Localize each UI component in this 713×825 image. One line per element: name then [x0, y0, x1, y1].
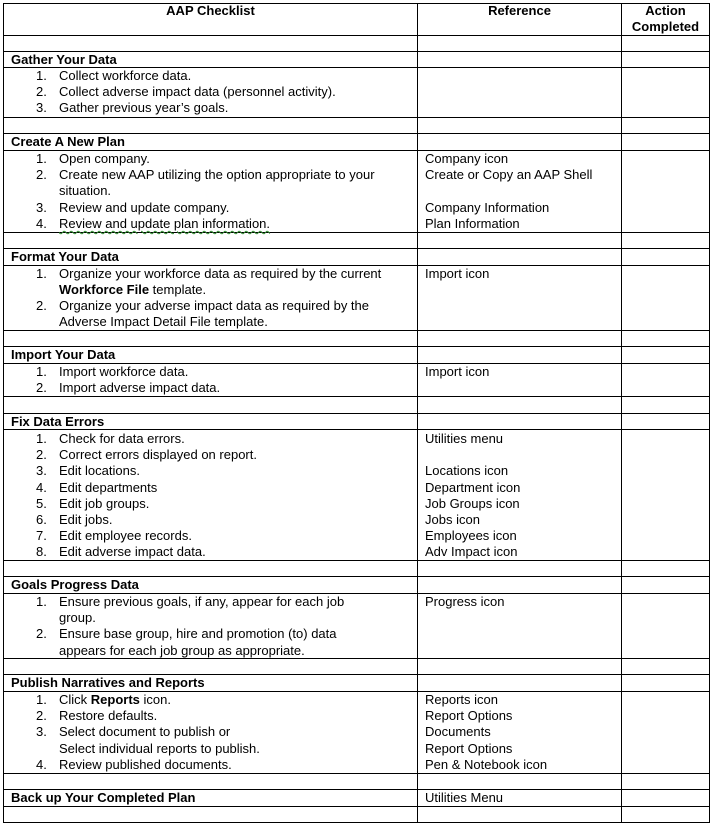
checklist-item-continued: group.: [59, 610, 96, 625]
checklist-item-continued: situation.: [59, 183, 112, 198]
checklist-item: Edit job groups.: [59, 496, 150, 511]
checklist-item: Edit jobs.: [59, 512, 113, 527]
reference-link: Pen & Notebook icon: [425, 757, 548, 772]
reference-link: Adv Impact icon: [425, 544, 518, 559]
checklist-item: Select document to publish or: [59, 724, 231, 739]
checklist-item-continued: Select individual reports to publish.: [59, 741, 260, 756]
item-number: 1.: [36, 594, 47, 609]
section-title: Create A New Plan: [11, 134, 125, 149]
item-number: 4.: [36, 480, 47, 495]
reference-link: Report Options: [425, 741, 513, 756]
section-title: Gather Your Data: [11, 52, 117, 67]
checklist-item-continued: Adverse Impact Detail File template.: [59, 314, 268, 329]
reference-link: Report Options: [425, 708, 513, 723]
reference-link: Job Groups icon: [425, 496, 520, 511]
checklist-item: Import workforce data.: [59, 364, 189, 379]
section-title: Publish Narratives and Reports: [11, 675, 205, 690]
section-title: Import Your Data: [11, 347, 116, 362]
item-number: 2.: [36, 708, 47, 723]
checklist-item: Collect workforce data.: [59, 68, 192, 83]
item-number: 1.: [36, 151, 47, 166]
checklist-item: Gather previous year’s goals.: [59, 100, 229, 115]
checklist-item: Import adverse impact data.: [59, 380, 221, 395]
item-number: 4.: [36, 757, 47, 772]
item-prefix: Click: [59, 692, 91, 707]
item-number: 2.: [36, 626, 47, 641]
item-number: 2.: [36, 447, 47, 462]
checklist-item: Ensure base group, hire and promotion (to) data: [59, 626, 337, 641]
reference-link: Import icon: [425, 266, 490, 281]
item-number: 5.: [36, 496, 47, 511]
item-number: 1.: [36, 431, 47, 446]
reference-link: Jobs icon: [425, 512, 480, 527]
checklist-item-continued: [59, 282, 206, 298]
header-action-completed-line2: Completed: [631, 19, 700, 34]
checklist-item: Collect adverse impact data (personnel activity).: [59, 84, 336, 99]
reference-link: Locations icon: [425, 463, 509, 478]
section-title: Fix Data Errors: [11, 414, 105, 429]
checklist-item: Ensure previous goals, if any, appear for each job: [59, 594, 345, 609]
reference-link: Documents: [425, 724, 491, 739]
item-number: 6.: [36, 512, 47, 527]
checklist-item: Edit adverse impact data.: [59, 544, 206, 559]
checklist-item: [59, 692, 171, 708]
checklist-item: Organize your adverse impact data as required by the: [59, 298, 370, 313]
reference-link: Import icon: [425, 364, 490, 379]
item-number: 3.: [36, 100, 47, 115]
item-suffix: template.: [149, 282, 207, 297]
item-suffix: icon.: [139, 692, 171, 707]
reference-link: Department icon: [425, 480, 521, 495]
reference-link: Utilities Menu: [425, 790, 504, 805]
checklist-item: Edit employee records.: [59, 528, 192, 543]
item-number: 2.: [36, 167, 47, 182]
item-number: 2.: [36, 84, 47, 99]
checklist-item: Open company.: [59, 151, 150, 166]
section-title: Goals Progress Data: [11, 577, 139, 592]
reference-link: Create or Copy an AAP Shell: [425, 167, 593, 182]
section-title: Back up Your Completed Plan: [11, 790, 196, 805]
checklist-item: Edit locations.: [59, 463, 140, 478]
checklist-item: Correct errors displayed on report.: [59, 447, 257, 462]
reference-link: Company Information: [425, 200, 550, 215]
checklist-item: Check for data errors.: [59, 431, 185, 446]
item-number: 1.: [36, 692, 47, 707]
item-number: 7.: [36, 528, 47, 543]
checklist-item: Organize your workforce data as required by the current: [59, 266, 382, 281]
checklist-item-continued: appears for each job group as appropriate.: [59, 643, 305, 658]
item-number: 3.: [36, 724, 47, 739]
header-reference: Reference: [488, 3, 551, 18]
reference-link: Progress icon: [425, 594, 505, 609]
reference-link: Company icon: [425, 151, 509, 166]
checklist-item: Restore defaults.: [59, 708, 158, 723]
reports-term: Reports: [90, 692, 140, 707]
reference-link: Utilities menu: [425, 431, 504, 446]
checklist-item: Edit departments: [59, 480, 158, 495]
item-number: 8.: [36, 544, 47, 559]
workforce-file-term: Workforce File: [59, 282, 150, 297]
item-number: 1.: [36, 364, 47, 379]
checklist-item: Review and update plan information.: [59, 216, 271, 231]
checklist-item: Review published documents.: [59, 757, 232, 772]
item-number: 1.: [36, 68, 47, 83]
header-aap-checklist: AAP Checklist: [166, 3, 255, 18]
item-number: 2.: [36, 298, 47, 313]
reference-link: Plan Information: [425, 216, 520, 231]
reference-link: Employees icon: [425, 528, 517, 543]
section-title: Format Your Data: [11, 249, 119, 264]
item-number: 2.: [36, 380, 47, 395]
checklist-item: Create new AAP utilizing the option appropriate to your: [59, 167, 375, 182]
item-number: 4.: [36, 216, 47, 231]
header-action-completed-line1: Action: [645, 3, 686, 18]
item-number: 3.: [36, 463, 47, 478]
item-number: 1.: [36, 266, 47, 281]
checklist-item: Review and update company.: [59, 200, 230, 215]
item-number: 3.: [36, 200, 47, 215]
reference-link: Reports icon: [425, 692, 498, 707]
